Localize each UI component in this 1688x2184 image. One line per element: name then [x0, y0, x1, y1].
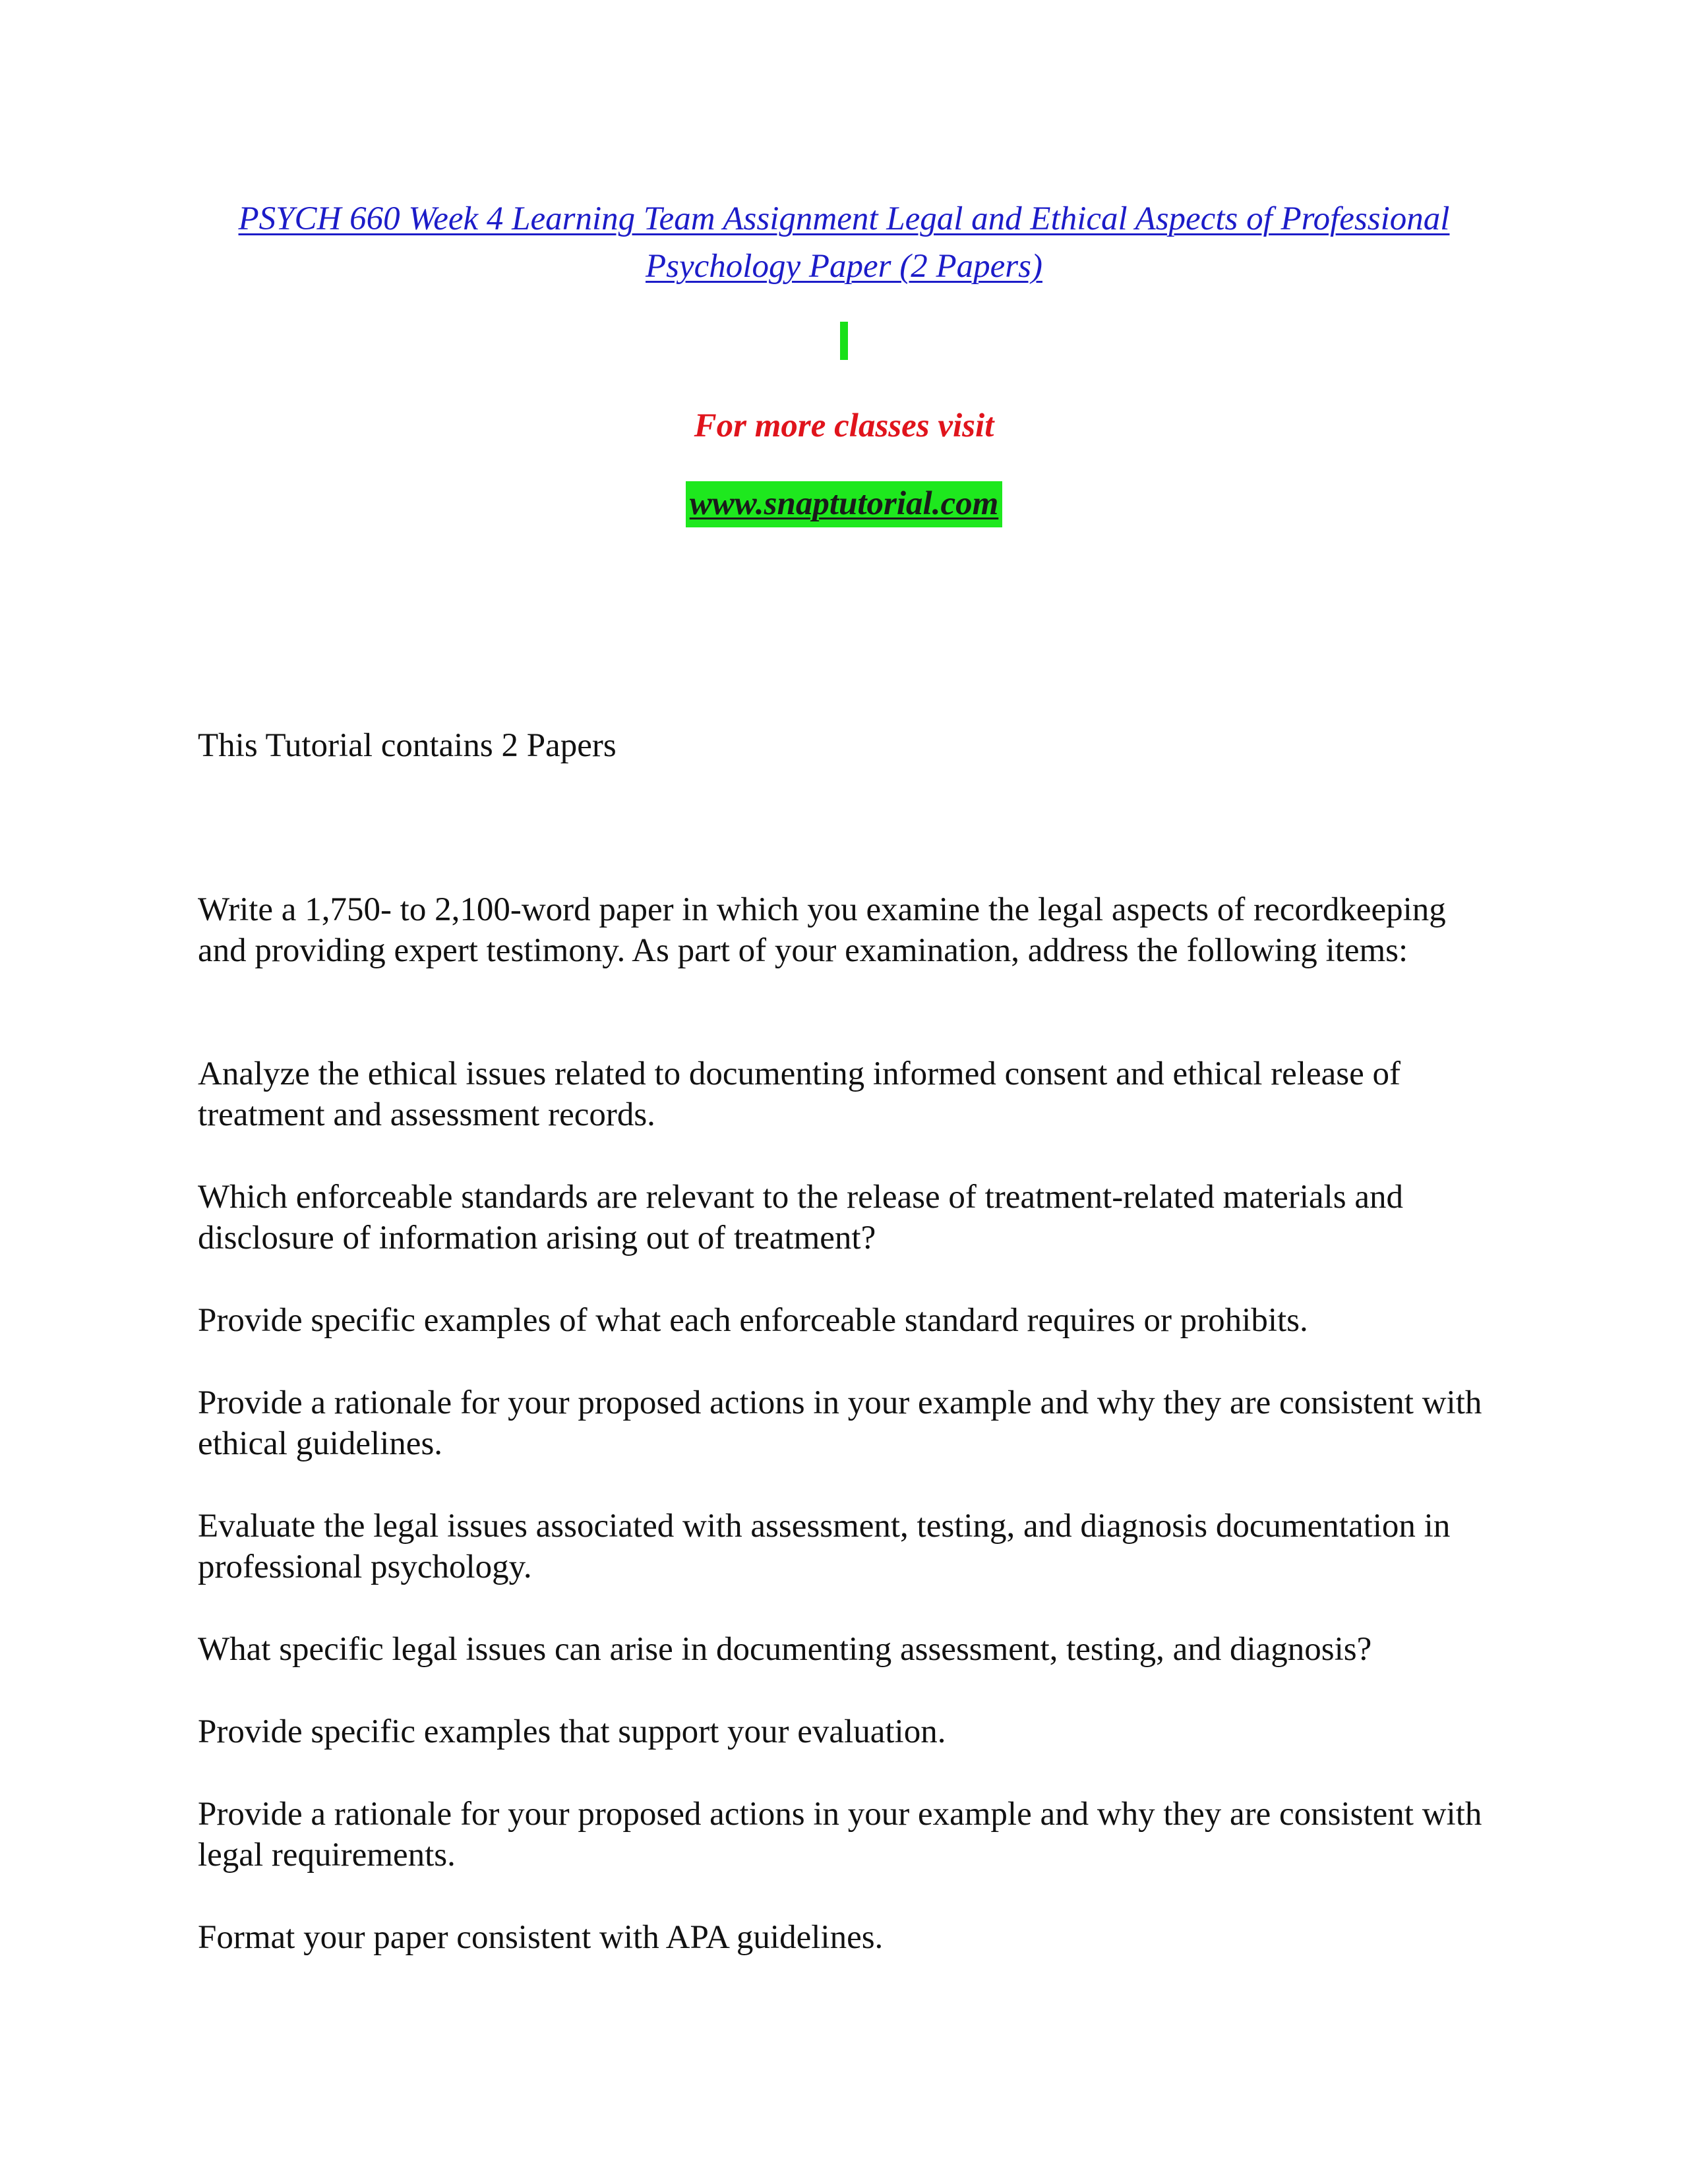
- text-cursor-mark: [840, 322, 848, 360]
- paragraph-6: Evaluate the legal issues associated with assessment, testing, and diagnosis documentation in professional psychology.: [198, 1508, 1451, 1585]
- site-link-container: [198, 481, 1490, 527]
- paragraph-7: What specific legal issues can arise in documenting assessment, testing, and diagnosis?: [198, 1631, 1372, 1668]
- paragraph-4: Provide specific examples of what each enforceable standard requires or prohibits.: [198, 1302, 1308, 1339]
- paragraph-5: Provide a rationale for your proposed actions in your example and why they are consistent with ethical guidelines.: [198, 1384, 1482, 1462]
- paragraph-9: Provide a rationale for your proposed actions in your example and why they are consistent with legal requirements.: [198, 1796, 1482, 1874]
- paragraph-2: Analyze the ethical issues related to documenting informed consent and ethical release of treatment and assessment records.: [198, 1055, 1401, 1133]
- paragraph-8: Provide specific examples that support your evaluation.: [198, 1713, 946, 1750]
- document-title-link[interactable]: PSYCH 660 Week 4 Learning Team Assignment Legal and Ethical Aspects of Professional Psychology Paper (2 Papers): [238, 200, 1450, 285]
- intro-text: This Tutorial contains 2 Papers: [198, 727, 617, 764]
- promo-text: For more classes visit: [694, 407, 994, 444]
- paragraph-3: Which enforceable standards are relevant to the release of treatment-related materials and disclosure of information arising out of treatment?: [198, 1179, 1403, 1256]
- paragraph-1: Write a 1,750- to 2,100-word paper in which you examine the legal aspects of recordkeeping and providing expert testimony. As part of your examination, address the following items:: [198, 891, 1446, 969]
- paragraph-10: Format your paper consistent with APA guidelines.: [198, 1919, 884, 1956]
- site-link[interactable]: www.snaptutorial.com: [686, 481, 1003, 527]
